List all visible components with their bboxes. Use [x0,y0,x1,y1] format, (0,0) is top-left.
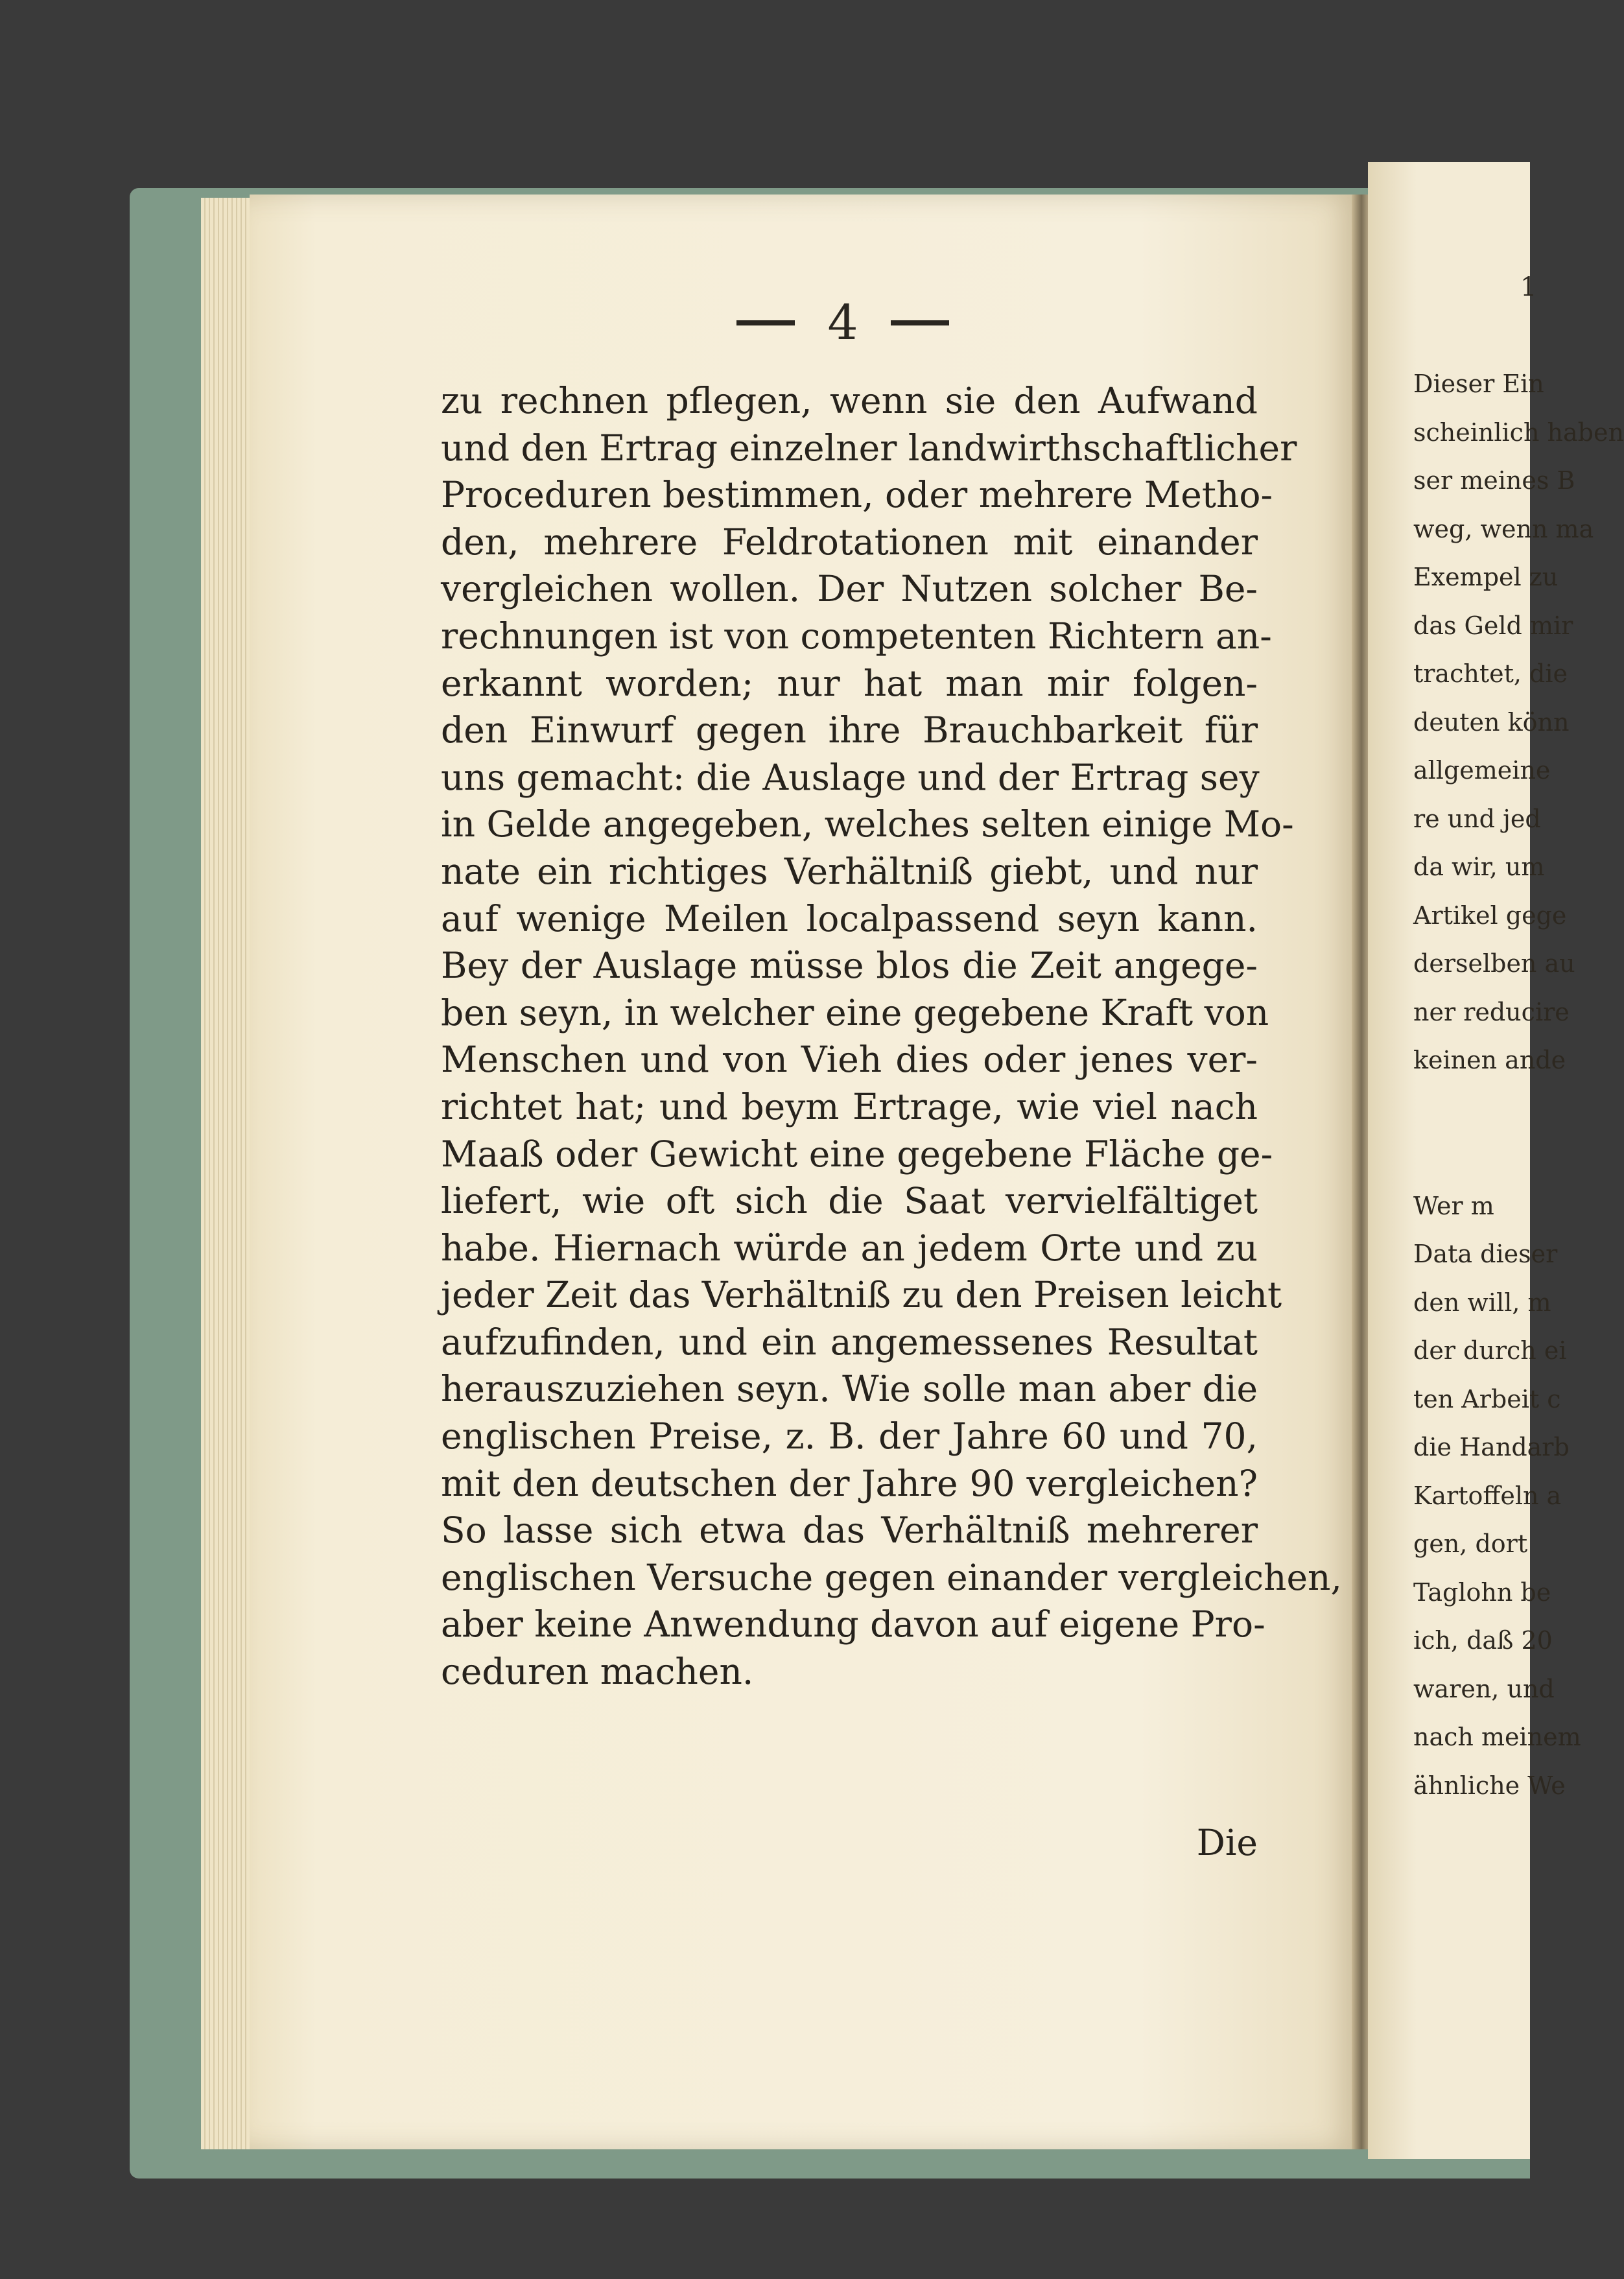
right-text-line: Dieser Ein [1413,370,1544,398]
right-text-line: keinen ande [1413,1046,1566,1074]
right-text-line: Kartoffeln a [1413,1481,1562,1510]
right-text-line: waren, und [1413,1674,1555,1703]
text-line: zu rechnen pflegen, wenn sie den Aufwand [441,380,1258,421]
right-text-line: ten Arbeit c [1413,1384,1561,1413]
text-line: englischen Versuche gegen einander vergleichen, [441,1556,1342,1598]
right-text-line: ner reducire [1413,997,1570,1026]
right-text-line: allgemeine [1413,756,1551,785]
text-line: vergleichen wollen. Der Nutzen solcher Be- [441,568,1258,610]
right-text-line: weg, wenn ma [1413,514,1594,543]
right-text-line: deuten könn [1413,707,1570,737]
text-line: den, mehrere Feldrotationen mit einander [441,521,1258,563]
text-line: Bey der Auslage müsse blos die Zeit angege- [441,945,1258,987]
text-line: rechnungen ist von competenten Richtern an- [441,615,1272,657]
text-line: liefert, wie oft sich die Saat vervielfältiget [441,1180,1258,1222]
text-line: habe. Hiernach würde an jedem Orte und zu [441,1227,1258,1269]
text-line: in Gelde angegeben, welches selten einige Mo- [441,803,1294,845]
right-text-line: der durch ei [1413,1336,1567,1365]
right-text-line: scheinlich haben [1413,418,1624,447]
right-text-line: Exempel zu [1413,563,1559,591]
right-text-line: re und jed [1413,804,1541,833]
right-page-mark: 1 [1520,272,1537,302]
right-page-text [1413,360,1624,1810]
paragraph-gap [1413,1085,1556,1182]
header-dash-left [736,320,795,325]
header-dash-right [891,320,949,325]
text-line: uns gemacht: die Auslage und der Ertrag sey [441,756,1260,798]
text-line: richtet hat; und beym Ertrage, wie viel nach [441,1085,1258,1128]
right-text-line: das Geld mir [1413,611,1573,640]
text-line: erkannt worden; nur hat man mir folgen- [441,662,1258,704]
right-text-line: da wir, um [1413,853,1545,881]
page-number: 4 [827,295,858,351]
text-line: ceduren machen. [441,1651,754,1693]
page-header [661,295,1024,351]
text-line: englischen Preise, z. B. der Jahre 60 und 70, [441,1415,1258,1458]
text-line: mit den deutschen der Jahre 90 vergleichen? [441,1462,1258,1504]
right-text-line: gen, dort [1413,1529,1528,1558]
right-text-line: ich, daß 20 [1413,1626,1553,1655]
right-text-line: die Handarb [1413,1433,1570,1461]
text-line: Maaß oder Gewicht eine gegebene Fläche ge- [441,1133,1273,1175]
text-line: jeder Zeit das Verhältniß zu den Preisen leicht [441,1274,1282,1316]
text-line: ben seyn, in welcher eine gegebene Kraft von [441,991,1269,1033]
text-line: nate ein richtiges Verhältniß giebt, und nur [441,850,1258,892]
right-text-line: Wer m [1413,1191,1494,1220]
right-text-line: derselben au [1413,949,1575,978]
right-text-line: den will, m [1413,1288,1551,1317]
text-line: aufzufinden, und ein angemessenes Resultat [441,1321,1258,1363]
text-line: Menschen und von Vieh dies oder jenes ver- [441,1039,1258,1081]
right-text-line: trachtet, die [1413,659,1568,688]
catchword: Die [1196,1822,1258,1863]
text-line: herauszuziehen seyn. Wie solle man aber die [441,1368,1258,1410]
right-text-line: Artikel gege [1413,901,1567,930]
right-text-line: ähnliche We [1413,1771,1566,1800]
text-line: den Einwurf gegen ihre Brauchbarkeit für [441,709,1258,751]
right-text-line: ser meines B [1413,466,1575,495]
text-line: Proceduren bestimmen, oder mehrere Metho- [441,474,1273,516]
body-text [441,377,1342,1695]
text-line: auf wenige Meilen localpassend seyn kann. [441,897,1258,939]
right-text-line: Data dieser [1413,1240,1558,1268]
text-line: So lasse sich etwa das Verhältniß mehrerer [441,1509,1258,1552]
text-line: und den Ertrag einzelner landwirthschaftlicher [441,427,1297,469]
right-text-line: nach meinem [1413,1723,1581,1751]
right-text-line: Taglohn be [1413,1577,1551,1607]
text-line: aber keine Anwendung davon auf eigene Pro- [441,1603,1265,1646]
